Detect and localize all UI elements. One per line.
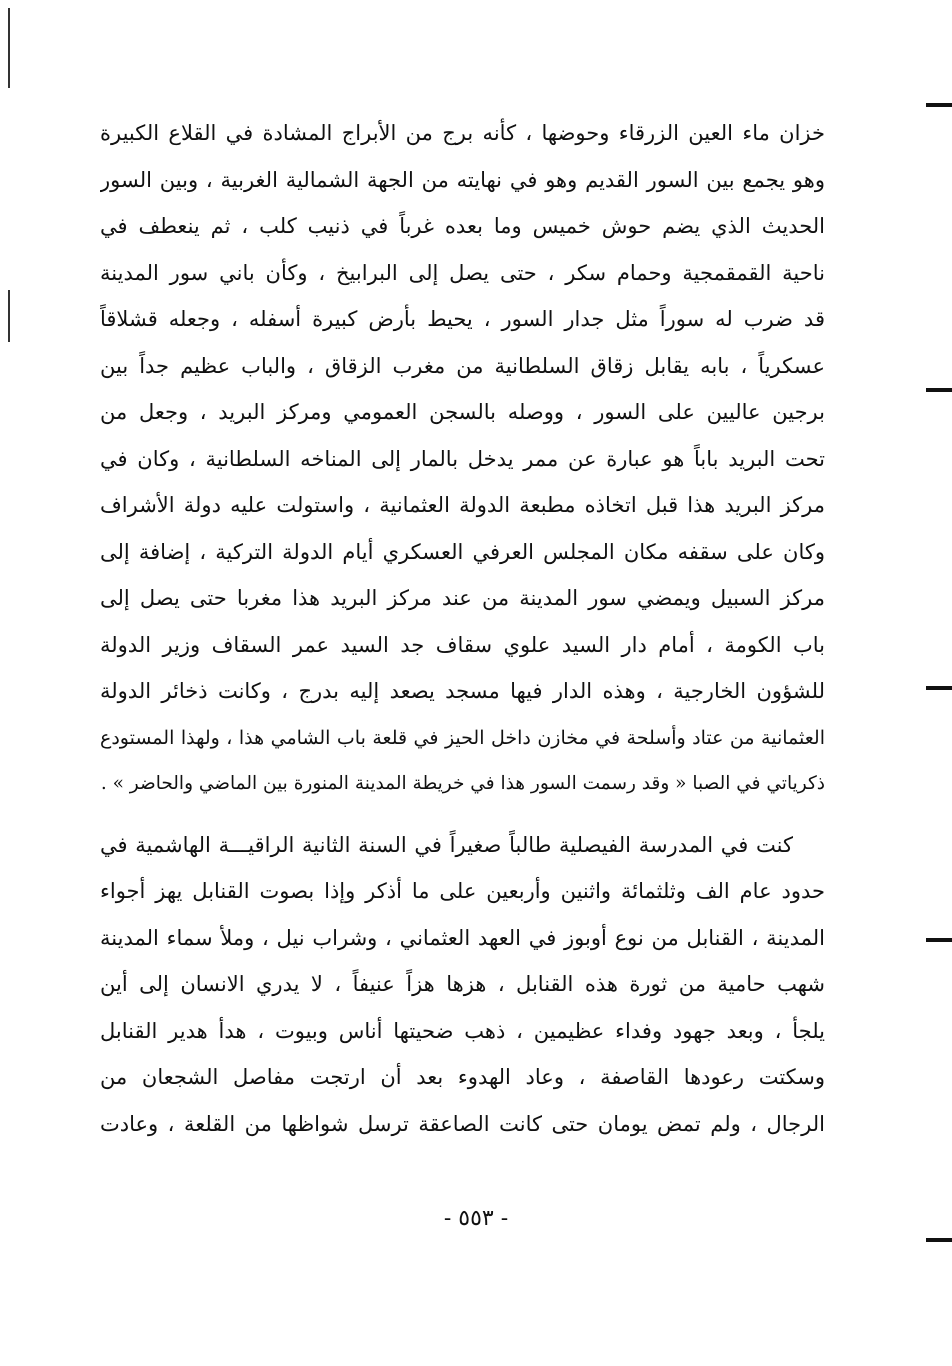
text-line: مركز البريد هذا قبل اتخاذه مطبعة الدولة العثمانية ، واستولت عليه دولة الأشراف [100,493,825,517]
text-line: باب الكومة ، أمام دار السيد علوي سقاف جد السيد عمر السقاف وزير الدولة [100,632,825,657]
text-line: وكان على سقفه مكان المجلس العرفي العسكري أيام الدولة التركية ، إضافة إلى [100,539,825,564]
text-line: الحديث الذي يضم حوش خميس وما بعده غرباً في ذنيب كلب ، ثم ينعطف في [100,214,825,238]
page-edge-mark [926,103,952,107]
text-line: قد ضرب له سوراً مثل جدار السور ، يحيط بأرض كبيرة أسفله ، وجعله قشلاقاً [100,307,825,331]
text-line: يلجأ ، وبعد جهود وفداء عظيمين ، ذهب ضحيتها أناس وبيوت ، هدأ هدير القنابل [100,1018,825,1043]
text-line: برجين عاليين على السور ، ووصله بالسجن العمومي ومركز البريد ، وجعل من [100,400,825,424]
page-edge-mark [926,1238,952,1242]
text-line: كنت في المدرسة الفيصلية طالباً صغيراً في السنة الثانية الراقيـــة الهاشمية في [100,832,793,857]
text-line: مركز السبيل ويمضي سور المدينة من عند مركز البريد هذا مغربا حتى يصل إلى [100,586,825,610]
text-line: حدود عام الف وثلثمائة واثنين وأربعين على ما أذكر وإذا بصوت القنابل يهز أجواء [100,879,825,903]
paragraph-2 [100,822,825,1148]
left-margin-rule [8,290,10,342]
page-edge-mark [926,938,952,942]
text-line: عسكرياً ، بابه يقابل زقاق السلطانية من مغرب الزقاق ، والباب عظيم جداً بين [100,353,825,378]
text-line: وهو يجمع بين السور القديم وهو في نهايته من الجهة الشمالية الغربية ، وبين السور [100,167,825,192]
text-line: المدينة ، القنابل من نوع أوبوز في العهد العثماني ، وشراب نيل ، وملأ سماء المدينة [100,925,825,950]
page-edge-mark [926,388,952,392]
text-line: شهب حامية من ثورة هذه القنابل ، هزها هزاً عنيفاً ، لا يدري الانسان إلى أين [100,972,825,996]
paragraph-1 [100,110,825,808]
text-line: ذكرياتي في الصبا « وقد رسمت السور هذا في خريطة المدينة المنورة بين الماضي والحاضر » . [100,773,825,794]
left-margin-rule [8,8,10,88]
text-line: الرجال ، ولم تمض يومان حتى كانت الصاعقة ترسل شواظها من القلعة ، وعادت [100,1111,825,1136]
page-edge-mark [926,686,952,690]
body-text [100,110,825,1147]
text-line: وسكتت رعودها القاصفة ، وعاد الهدوء بعد أن ارتجت مفاصل الشجعان من [100,1065,825,1089]
text-line: للشؤون الخارجية ، وهذه الدار فيها مسجد يصعد إليه بدرج ، وكانت ذخائر الدولة [100,679,825,703]
text-line: ناحية القمقمجية وحمام سكر ، حتى يصل إلى البرابيخ ، وكأن باني سور المدينة [100,260,825,285]
page-number: - ٥٥٣ - [443,1206,509,1231]
text-line: العثمانية من عتاد وأسلحة في مخازن داخل الحيز في قلعة باب الشامي هذا ، ولهذا المستودع [100,726,825,749]
text-line: خزان ماء العين الزرقاء وحوضها ، كأنه برج من الأبراج المشادة في القلاع الكبيرة [100,121,825,145]
text-line: تحت البريد باباً هو عبارة عن ممر يدخل بالمار إلى المناخه السلطانية ، وكان في [100,446,825,471]
